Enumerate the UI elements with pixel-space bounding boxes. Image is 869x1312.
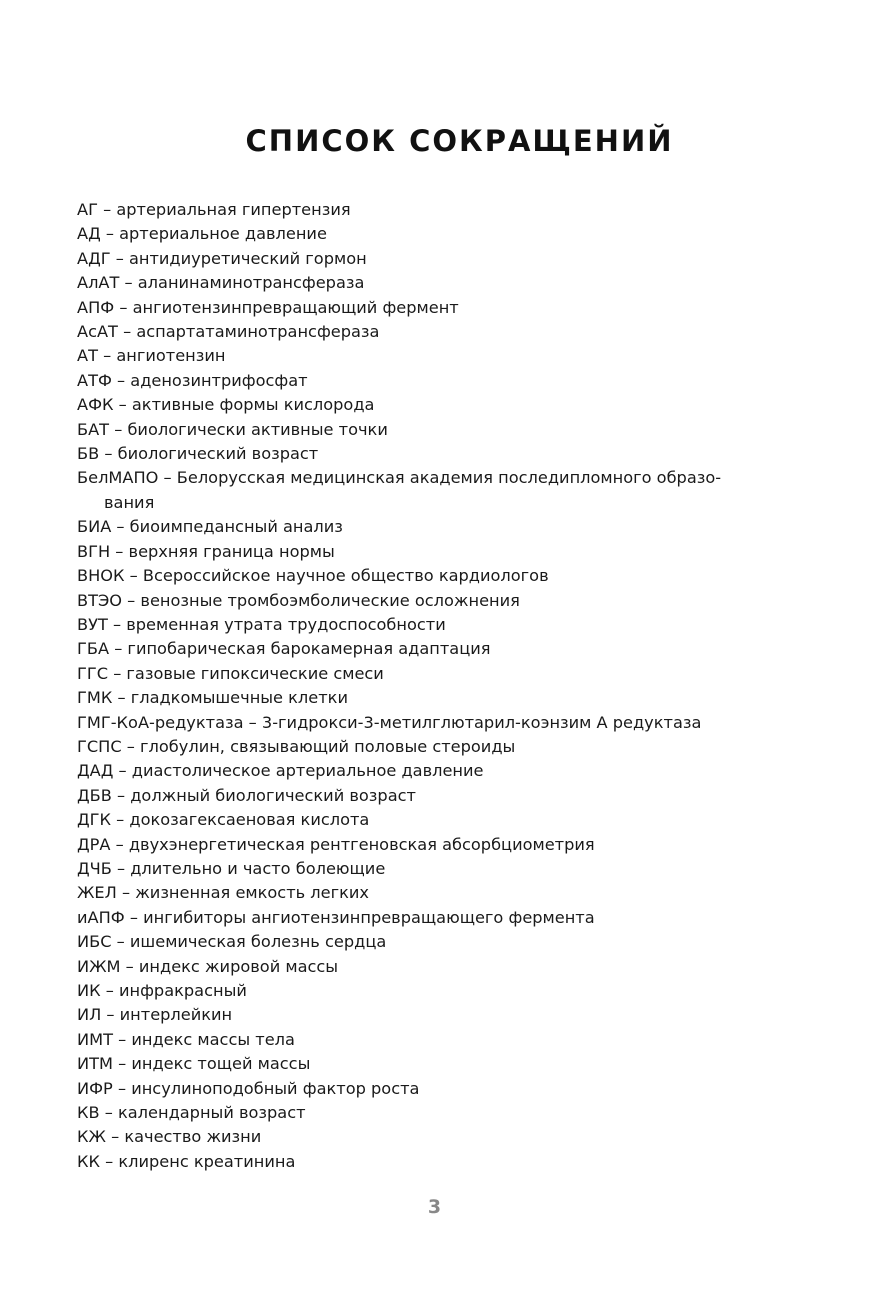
abbreviation-text: ДАД – диастолическое артериальное давление xyxy=(77,761,484,781)
abbreviation-text: АДГ – антидиуретический гормон xyxy=(77,248,367,268)
abbreviation-text: ВТЭО – венозные тромбоэмболические осложнения xyxy=(77,590,520,610)
abbreviation-text: ИК – инфракрасный xyxy=(77,981,247,1000)
abbreviation-entry xyxy=(77,833,777,857)
abbreviation-text: КВ – календарный возраст xyxy=(77,1103,306,1123)
abbreviation-entry xyxy=(77,466,777,515)
abbreviation-text: КЖ – качество жизни xyxy=(77,1127,262,1147)
abbreviation-entry xyxy=(77,1052,777,1076)
abbreviation-text: ДРА – двухэнергетическая рентгеновская абсорбциометрия xyxy=(77,834,595,854)
abbreviation-text: ВНОК – Всероссийское научное общество кардиологов xyxy=(77,566,549,586)
abbreviation-entry xyxy=(77,906,777,930)
abbreviation-entry xyxy=(77,515,777,539)
abbreviation-text: ИБС – ишемическая болезнь сердца xyxy=(77,932,387,952)
abbreviation-entry xyxy=(77,1028,777,1052)
abbreviation-text: ГБА – гипобарическая барокамерная адаптация xyxy=(77,639,491,659)
abbreviation-text: АсАТ – аспартатаминотрансфераза xyxy=(77,322,380,342)
abbreviation-text: БелМАПО – Белорусская медицинская академия последипломного образо- xyxy=(77,468,722,488)
abbreviation-text: ГСПС – глобулин, связывающий половые стероиды xyxy=(77,736,516,756)
abbreviation-text: ИФР – инсулиноподобный фактор роста xyxy=(77,1078,420,1098)
abbreviation-text: ГМГ-КоА-редуктаза – 3-гидрокси-3-метилглютарил-коэнзим А редуктаза xyxy=(77,712,702,732)
abbreviation-entry xyxy=(77,784,777,808)
abbreviation-entry xyxy=(77,344,777,368)
abbreviation-entry xyxy=(77,1125,777,1149)
abbreviation-entry xyxy=(77,735,777,759)
abbreviation-text: ИТМ – индекс тощей массы xyxy=(77,1054,311,1074)
abbreviation-text: АГ – артериальная гипертензия xyxy=(77,200,351,219)
abbreviation-entry xyxy=(77,662,777,686)
abbreviation-entry xyxy=(77,198,777,222)
abbreviation-entry xyxy=(77,637,777,661)
abbreviation-entry xyxy=(77,393,777,417)
abbreviation-entry xyxy=(77,369,777,393)
abbreviation-entry xyxy=(77,564,777,588)
abbreviation-entry xyxy=(77,1003,777,1027)
abbreviation-text: БАТ – биологически активные точки xyxy=(77,419,388,439)
abbreviation-text: КК – клиренс креатинина xyxy=(77,1151,296,1171)
abbreviation-text: иАПФ – ингибиторы ангиотензинпревращающего фермента xyxy=(77,907,595,927)
abbreviation-text: АлАТ – аланинаминотрансфераза xyxy=(77,273,365,293)
abbreviation-text: ДЧБ – длительно и часто болеющие xyxy=(77,858,386,878)
abbreviation-entry xyxy=(77,296,777,320)
abbreviation-text: ДГК – докозагексаеновая кислота xyxy=(77,810,370,830)
abbreviation-text: ВГН – верхняя граница нормы xyxy=(77,541,335,561)
abbreviation-entry xyxy=(77,711,777,735)
abbreviation-entry xyxy=(77,808,777,832)
abbreviation-entry xyxy=(77,442,777,466)
abbreviation-entry xyxy=(77,857,777,881)
abbreviation-text: ГГС – газовые гипоксические смеси xyxy=(77,663,384,683)
abbreviation-text-continuation: вания xyxy=(104,492,155,512)
abbreviation-entry xyxy=(77,955,777,979)
abbreviation-entry xyxy=(77,930,777,954)
abbreviation-text: БИА – биоимпедансный анализ xyxy=(77,517,343,537)
abbreviation-entry xyxy=(77,222,777,246)
page-number: 3 xyxy=(427,1196,442,1218)
abbreviation-text: АД – артериальное давление xyxy=(77,224,327,244)
abbreviation-entry xyxy=(77,589,777,613)
abbreviation-text: БВ – биологический возраст xyxy=(77,444,319,464)
abbreviation-text: АПФ – ангиотензинпревращающий фермент xyxy=(77,297,459,317)
abbreviation-entry xyxy=(77,1077,777,1101)
abbreviation-text: ИЖМ – индекс жировой массы xyxy=(77,956,339,976)
abbreviation-entry xyxy=(77,418,777,442)
abbreviation-text: АФК – активные формы кислорода xyxy=(77,395,375,415)
abbreviation-text: ГМК – гладкомышечные клетки xyxy=(77,688,348,708)
abbreviation-text: ЖЕЛ – жизненная емкость легких xyxy=(77,883,369,903)
abbreviation-text: АТ – ангиотензин xyxy=(77,346,226,366)
abbreviation-text: ИЛ – интерлейкин xyxy=(77,1005,233,1025)
abbreviation-entry xyxy=(77,320,777,344)
abbreviation-text: ИМТ – индекс массы тела xyxy=(77,1029,295,1049)
abbreviation-entry xyxy=(77,979,777,1003)
abbreviation-entry xyxy=(77,247,777,271)
abbreviation-entry xyxy=(77,271,777,295)
page-title: СПИСОК СОКРАЩЕНИЙ xyxy=(245,124,674,159)
abbreviation-list xyxy=(77,198,777,1174)
abbreviation-entry xyxy=(77,1150,777,1174)
abbreviation-text: ДБВ – должный биологический возраст xyxy=(77,785,416,805)
abbreviation-text: ВУТ – временная утрата трудоспособности xyxy=(77,614,446,634)
abbreviation-entry xyxy=(77,613,777,637)
abbreviation-entry xyxy=(77,881,777,905)
abbreviation-entry xyxy=(77,540,777,564)
abbreviation-entry xyxy=(77,1101,777,1125)
abbreviation-entry xyxy=(77,686,777,710)
abbreviation-entry xyxy=(77,759,777,783)
abbreviation-text: АТФ – аденозинтрифосфат xyxy=(77,370,308,390)
